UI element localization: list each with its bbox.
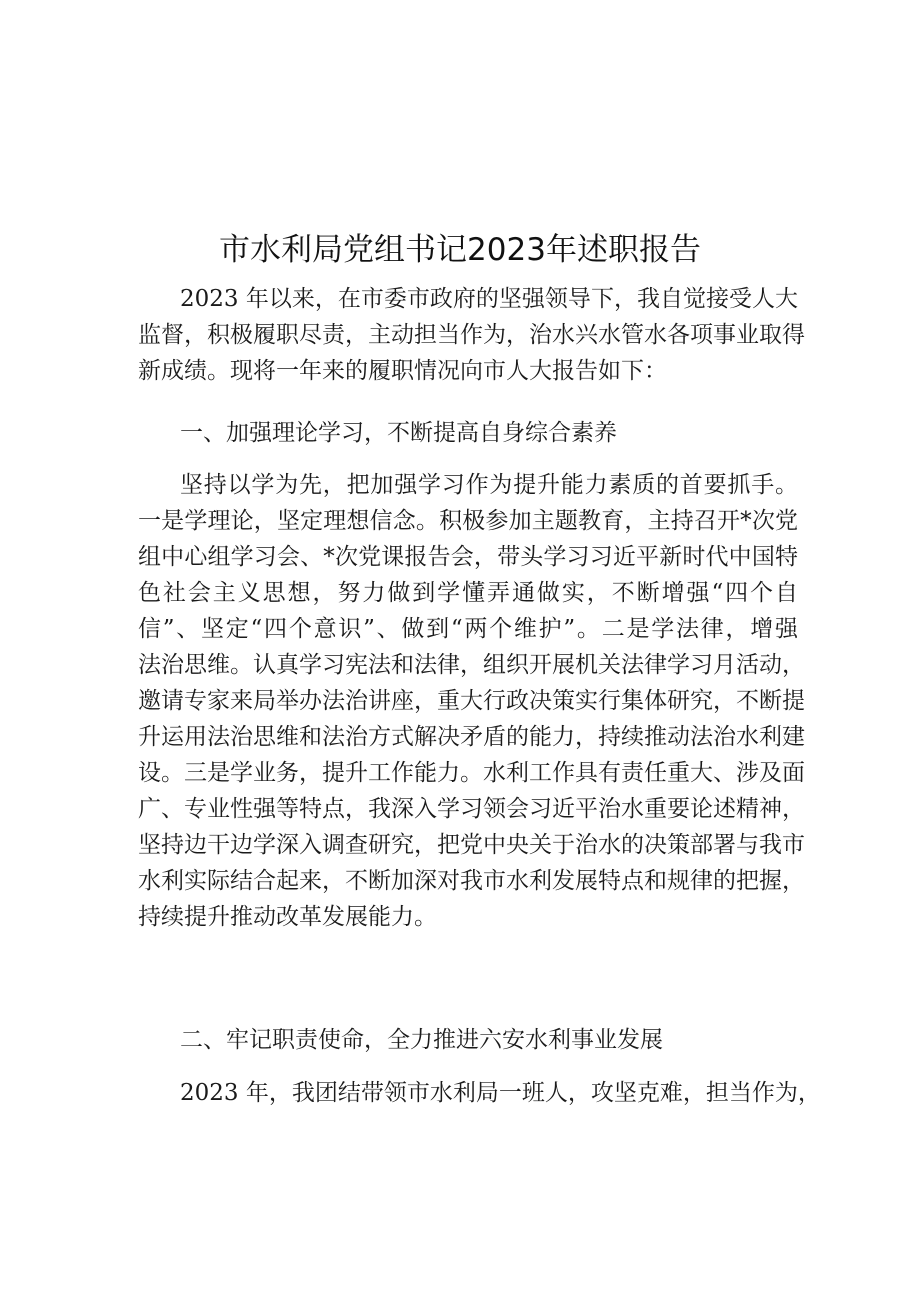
paragraph-line: 色社会主义思想，努力做到学懂弄通做实，不断增强“四个自: [138, 580, 798, 606]
paragraph-line: 邀请专家来局举办法治讲座，重大行政决策实行集体研究，不断提: [138, 688, 805, 714]
paragraph-line: 一是学理论，坚定理想信念。积极参加主题教育，主持召开*次党: [138, 508, 798, 534]
section-1-paragraph: [138, 467, 805, 935]
paragraph-line: 持续提升推动改革发展能力。: [138, 904, 437, 930]
paragraph-line: 坚持边干边学深入调查研究，把党中央关于治水的决策部署与我市: [138, 832, 805, 858]
paragraph-line: 组中心组学习会、*次党课报告会，带头学习习近平新时代中国特: [138, 544, 798, 570]
section-heading-2: 二、牢记职责使命，全力推进六安水利事业发展: [180, 1027, 663, 1053]
paragraph-line: 监督，积极履职尽责，主动担当作为，治水兴水管水各项事业取得: [138, 322, 805, 348]
paragraph-line: 广、专业性强等特点，我深入学习领会习近平治水重要论述精神，: [138, 796, 805, 822]
paragraph-line: 法治思维。认真学习宪法和法律，组织开展机关法律学习月活动，: [138, 652, 805, 678]
paragraph-line: 升运用法治思维和法治方式解决矛盾的能力，持续推动法治水利建: [138, 724, 805, 750]
section-2-paragraph: [138, 1075, 821, 1111]
paragraph-line: 坚持以学为先，把加强学习作为提升能力素质的首要抓手。: [180, 472, 798, 498]
paragraph-line: 信”、坚定“四个意识”、做到“两个维护”。二是学法律，增强: [138, 616, 798, 642]
document-title: 市水利局党组书记2023年述职报告: [219, 232, 701, 268]
paragraph-line: 水利实际结合起来，不断加深对我市水利发展特点和规律的把握，: [138, 868, 805, 894]
intro-paragraph: [138, 281, 805, 389]
paragraph-line: 2023 年以来，在市委市政府的坚强领导下，我自觉接受人大: [180, 286, 798, 312]
paragraph-line: 新成绩。现将一年来的履职情况向市人大报告如下：: [138, 358, 667, 384]
paragraph-line: 2023 年，我团结带领市水利局一班人，攻坚克难，担当作为，: [180, 1080, 821, 1106]
section-heading-1: 一、加强理论学习，不断提高自身综合素养: [180, 420, 617, 446]
paragraph-line: 设。三是学业务，提升工作能力。水利工作具有责任重大、涉及面: [138, 760, 805, 786]
